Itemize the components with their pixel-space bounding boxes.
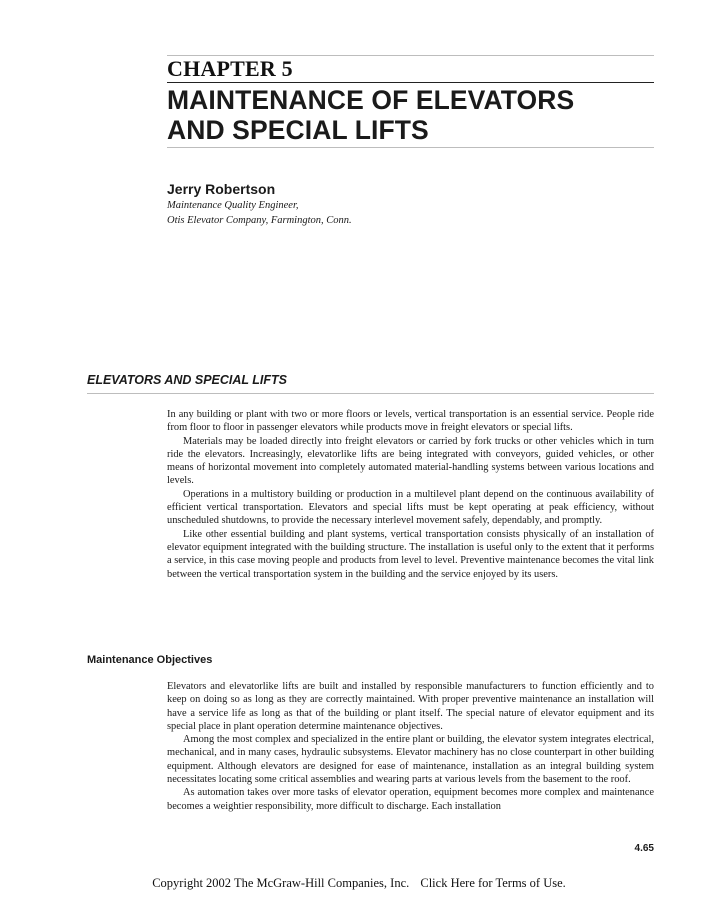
subsection-heading: Maintenance Objectives [87,654,213,666]
author-affiliation: Otis Elevator Company, Farmington, Conn. [167,215,352,226]
paragraph: Operations in a multistory building or production in a multilevel plant depend on the continuous availability of efficient vertical transportation. Elevators and special lifts must be kept operating at peak efficiency, without unscheduled shutdowns, to provide the necessary interlevel movement safely, dependably, and promptly. [167,488,654,527]
paragraph: Materials may be loaded directly into freight elevators or carried by fork trucks or other vehicles which in turn ride the elevators. Increasingly, elevatorlike lifts are being integrated with conveyors, guided vehicles, or other means of horizontal movement into completely automated material-handling systems between various locations and levels. [167,435,654,487]
section-rule [87,393,654,394]
section-heading: ELEVATORS AND SPECIAL LIFTS [87,373,288,387]
title-bottom-rule [167,147,654,148]
copyright-text: Copyright 2002 The McGraw-Hill Companies, Inc. [152,876,410,890]
paragraph: Elevators and elevatorlike lifts are built and installed by responsible manufacturers to function efficiently and to keep on doing so as long as they are correctly maintained. With proper preventive maintenance an installation will have a service life as long as that of the building or plant itself. The special nature of elevator equipment and its special place in plant operation determine maintenance objectives. [167,681,654,732]
terms-of-use-link[interactable]: Click Here for Terms of Use. [420,876,566,890]
chapter-title [167,85,657,145]
chapter-rule [167,82,654,83]
paragraph: Like other essential building and plant systems, vertical transportation consists physically of an installation of elevator equipment integrated with the building structure. The installation is useful only to the extent that it performs a service, in this case moving people and products from level to level. Preventive maintenance becomes the vital link between the vertical transportation system in the building and the service enjoyed by its users. [167,528,654,580]
footer [0,876,718,891]
chapter-title-line-2: AND SPECIAL LIFTS [167,115,429,145]
author-name: Jerry Robertson [167,181,276,197]
section-body [167,408,654,581]
paragraph: Among the most complex and specialized in the entire plant or building, the elevator system integrates electrical, mechanical, and in many cases, hydraulic subsystems. Elevator machinery has no close counterpart in other building equipment. Although elevators are designed for ease of maintenance, installation as an integral building system necessitates locating some critical assemblies and wearing parts at various levels from the basement to the roof. [167,734,654,786]
paragraph: As automation takes over more tasks of elevator operation, equipment becomes more complex and maintenance becomes a weightier responsibility, more difficult to discharge. Each installation [167,787,654,812]
chapter-label: CHAPTER 5 [167,56,293,81]
paragraph: In any building or plant with two or more floors or levels, vertical transportation is an essential service. People ride from floor to floor in passenger elevators while products move in freight elevators or special lifts. [167,409,654,434]
author-title: Maintenance Quality Engineer, [167,200,299,211]
page-number: 4.65 [634,843,654,854]
subsection-body [167,680,654,813]
chapter-title-line-1: MAINTENANCE OF ELEVATORS [167,85,575,115]
